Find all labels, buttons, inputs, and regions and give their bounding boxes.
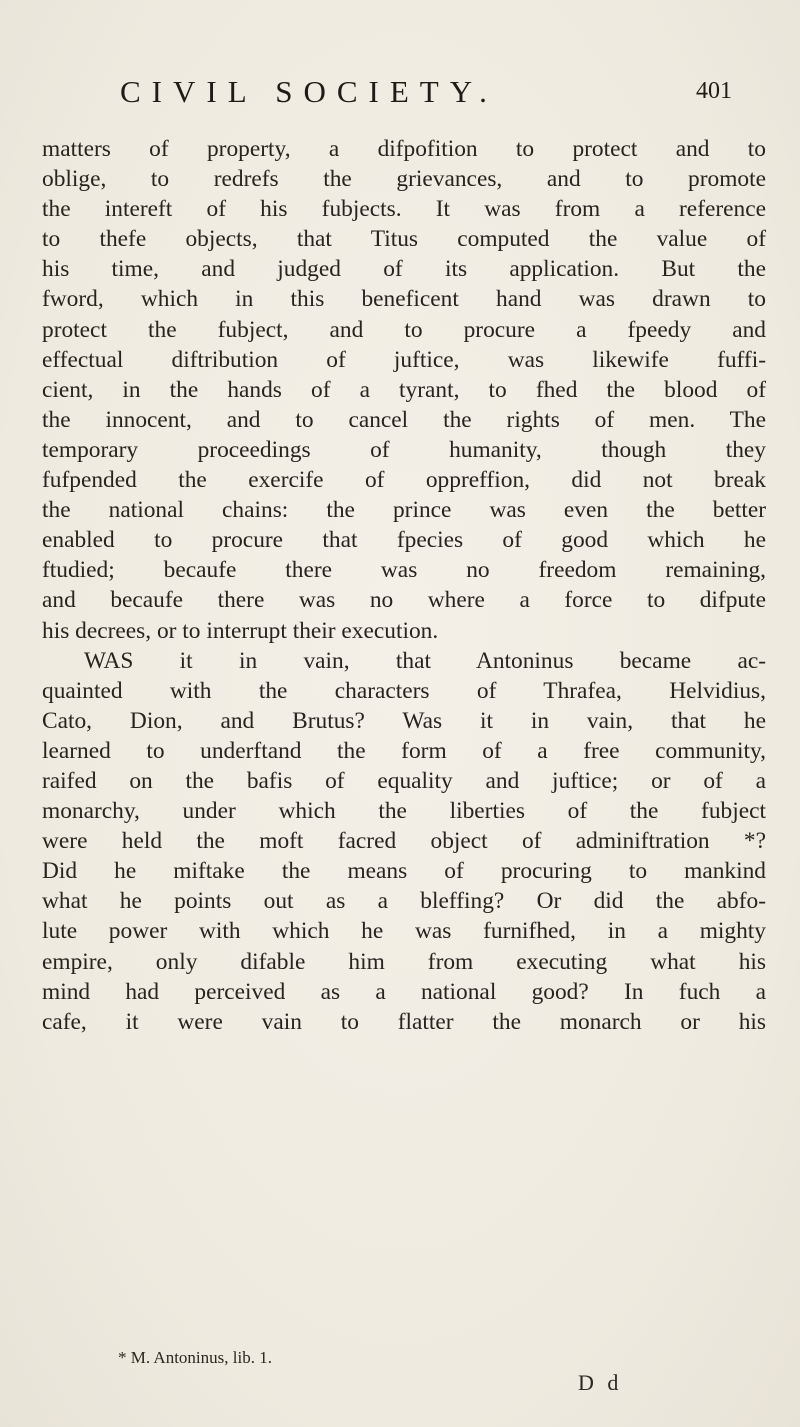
text-line-paragraph-end: his decrees, or to interrupt their execution. (42, 617, 439, 644)
footnote: * M. Antoninus, lib. 1. (118, 1348, 272, 1367)
text-line: were held the moft facred object of adminiftration *? (42, 828, 766, 855)
text-line: cafe, it were vain to flatter the monarch or his (42, 1008, 766, 1035)
text-line: to thefe objects, that Titus computed the value of (42, 226, 766, 253)
text-line: the national chains: the prince was even the better (42, 497, 766, 524)
text-line: his time, and judged of its application. But the (42, 256, 766, 283)
text-line: the innocent, and to cancel the rights of men. The (42, 406, 766, 433)
text-line: cient, in the hands of a tyrant, to fhed the blood of (42, 376, 766, 403)
text-line: lute power with which he was furnifhed, in a mighty (42, 918, 766, 945)
text-line: effectual diftribution of juftice, was likewife fuffi- (42, 346, 766, 373)
text-line: learned to underftand the form of a free community, (42, 737, 766, 764)
text-line: quainted with the characters of Thrafea, Helvidius, (42, 677, 766, 704)
text-line: Cato, Dion, and Brutus? Was it in vain, that he (42, 707, 766, 734)
text-line: monarchy, under which the liberties of the fubject (42, 798, 766, 825)
text-line: what he points out as a bleffing? Or did the abfo- (42, 888, 766, 915)
signature-mark: D d (578, 1370, 623, 1395)
text-line: mind had perceived as a national good? In fuch a (42, 978, 766, 1005)
text-line: the intereft of his fubjects. It was from a reference (42, 196, 766, 223)
text-line: oblige, to redrefs the grievances, and to promote (42, 166, 766, 193)
running-head-title: CIVIL SOCIETY. (120, 74, 498, 109)
text-line: empire, only difable him from executing what his (42, 948, 766, 975)
running-head (0, 74, 800, 114)
text-line: Did he miftake the means of procuring to mankind (42, 858, 766, 885)
page-number: 401 (696, 78, 732, 104)
text-line: fword, which in this beneficent hand was drawn to (42, 286, 766, 313)
text-line: ftudied; becaufe there was no freedom remaining, (42, 557, 766, 584)
text-line: raifed on the bafis of equality and juftice; or of a (42, 767, 766, 794)
text-line: enabled to procure that fpecies of good which he (42, 527, 766, 554)
body-text (42, 134, 766, 1037)
text-line: temporary proceedings of humanity, though they (42, 436, 766, 463)
text-line: protect the fubject, and to procure a fpeedy and (42, 316, 766, 343)
text-line: matters of property, a difpofition to protect and to (42, 136, 766, 162)
text-line: fufpended the exercife of oppreffion, did not break (42, 467, 766, 494)
text-line: and becaufe there was no where a force to difpute (42, 587, 766, 614)
text-line-paragraph-start: WAS it in vain, that Antoninus became ac- (84, 647, 766, 674)
